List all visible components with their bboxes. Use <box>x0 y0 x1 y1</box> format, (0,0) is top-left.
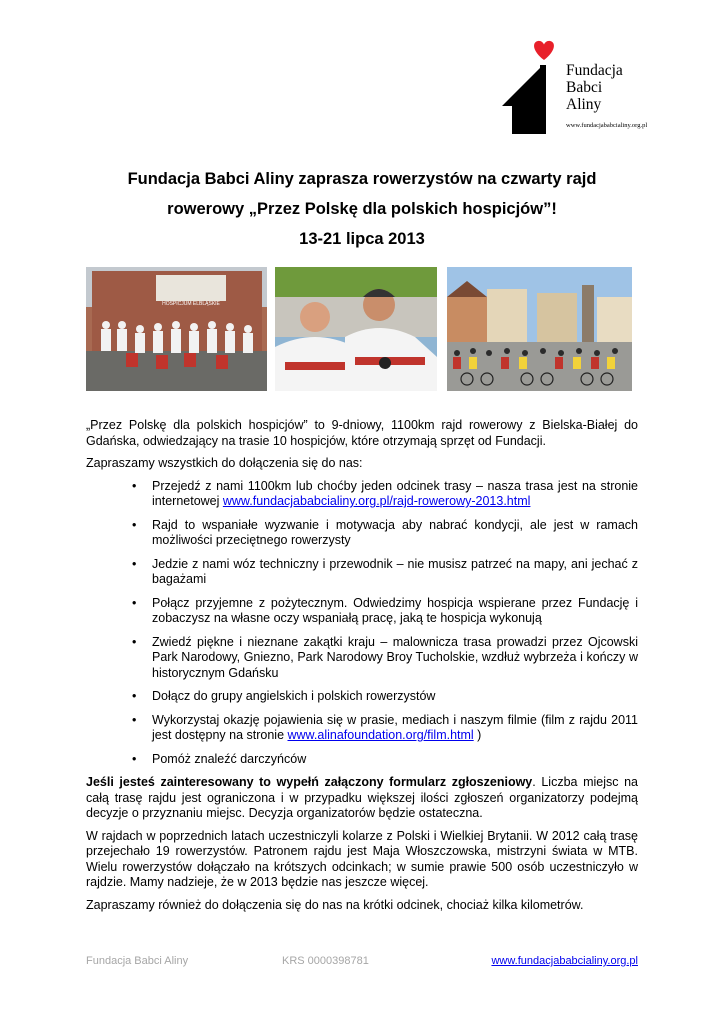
logo-name <box>566 62 623 113</box>
bullet-icon: • <box>132 689 137 703</box>
foundation-logo <box>502 36 662 136</box>
page-title <box>60 164 664 254</box>
photo-strip <box>86 267 632 391</box>
form-call-to-action: Jeśli jesteś zainteresowany to wypełń załączony formularz zgłoszeniowy <box>86 775 533 789</box>
photo-hospice-group <box>86 267 267 391</box>
list-item: • Zwiedź piękne i nieznane zakątki kraju – malownicza trasa prowadzi przez Ojcowski Park Narodowy, Gniezno, Park Narodowy Broy Tucholskie, wzdłuż wybrzeża i kończy w historycznym Gdańsku <box>132 634 638 680</box>
house-heart-icon <box>502 36 566 136</box>
bullet-icon: • <box>132 556 137 571</box>
bullet-icon: • <box>132 517 137 532</box>
footer-krs: KRS 0000398781 <box>282 955 369 967</box>
short-ride-paragraph: Zapraszamy również do dołączenia się do nas na krótki odcinek, chociaż kilka kilometrów. <box>86 897 584 912</box>
photo-hospice-sign: HOSPICJUM ELBLĄSKIE <box>162 301 220 307</box>
footer-name: Fundacja Babci Aliny <box>86 955 189 967</box>
logo-line-1: Fundacja <box>566 62 623 79</box>
title-line-1: Fundacja Babci Aliny zaprasza rowerzystów na czwarty rajd <box>127 170 597 188</box>
history-paragraph: W rajdach w poprzednich latach uczestniczyli kolarze z Polski i Wielkiej Brytanii. W 2012 całą trasę przejechało 19 rowerzystów. Patronem rajdu jest Maja Włoszczowska, mistrzyni świata w MTB. Wielu rowerzystów dołączało na krótszych odcinkach; w sumie prawie 500 osób uczestniczyło w rajdzie. Mamy nadzieje, że w 2013 będzie nas jeszcze więcej. <box>86 828 638 889</box>
list-item: • Pomóż znaleźć darczyńców <box>132 751 307 766</box>
list-item: • Jedzie z nami wóz techniczny i przewodnik – nie musisz patrzeć na mapy, ani jechać z bagażami <box>132 556 638 586</box>
bullet-icon: • <box>132 712 137 727</box>
logo-line-2: Babci <box>566 79 603 96</box>
bullet-icon: • <box>132 595 137 610</box>
list-item: • Rajd to wspaniałe wyzwanie i motywacja aby nabrać kondycji, ale jest w ramach możliwości przeciętnego rowerzysty <box>132 517 638 547</box>
logo-line-3: Aliny <box>566 96 602 113</box>
route-link[interactable]: www.fundacjababcialiny.org.pl/rajd-rowerowy-2013.html <box>222 494 531 508</box>
title-line-2: rowerowy „Przez Polskę dla polskich hospicjów”! <box>167 200 557 218</box>
invite-paragraph: Zapraszamy wszystkich do dołączenia się do nas: <box>86 456 363 470</box>
benefits-list <box>86 479 638 768</box>
title-line-3: 13-21 lipca 2013 <box>299 230 425 248</box>
intro-paragraph: „Przez Polskę dla polskich hospicjów” to 9-dniowy, 1100km rajd rowerowy z Bielska-Białej do Gdańska, odwiedzający na trasie 10 hospicjów, które otrzymają sprzęt od Fundacji. <box>86 418 638 448</box>
bullet-icon: • <box>132 751 137 766</box>
film-link[interactable]: www.alinafoundation.org/film.html <box>287 728 474 742</box>
bullet-icon: • <box>132 634 137 649</box>
photo-market-square <box>447 267 632 391</box>
bullet-icon: • <box>132 478 137 493</box>
list-item: • Wykorzystaj okazję pojawienia się w prasie, mediach i naszym filmie (film z rajdu 2011 jest dostępny na stronie www.alinafoundation.org/film.html ) <box>132 712 638 742</box>
form-paragraph: Jeśli jesteś zainteresowany to wypełń załączony formularz zgłoszeniowy. Liczba miejsc na całą trasę rajdu jest ograniczona i w przypadku większej ilości zgłoszeń organizatorzy podejmą decyzje o przyznaniu miejsc. Decyzja organizatorów będzie ostateczna. <box>86 775 638 820</box>
photo-two-cyclists <box>275 267 437 391</box>
logo-url: www.fundacjababcialiny.org.pl <box>566 122 648 129</box>
list-item: • Połącz przyjemne z pożytecznym. Odwiedzimy hospicja wspierane przez Fundację i zobaczysz na własne oczy wspaniałą pracę, jaką te hospicja wykonują <box>132 595 638 625</box>
list-item: • Przejedź z nami 1100km lub choćby jeden odcinek trasy – nasza trasa jest na stronie internetowej www.fundacjababcialiny.org.pl/rajd-rowerowy-2013.html <box>132 478 638 508</box>
list-item: • Dołącz do grupy angielskich i polskich rowerzystów <box>132 689 436 703</box>
main-content <box>86 418 638 920</box>
footer-link[interactable]: www.fundacjababcialiny.org.pl <box>491 955 638 967</box>
